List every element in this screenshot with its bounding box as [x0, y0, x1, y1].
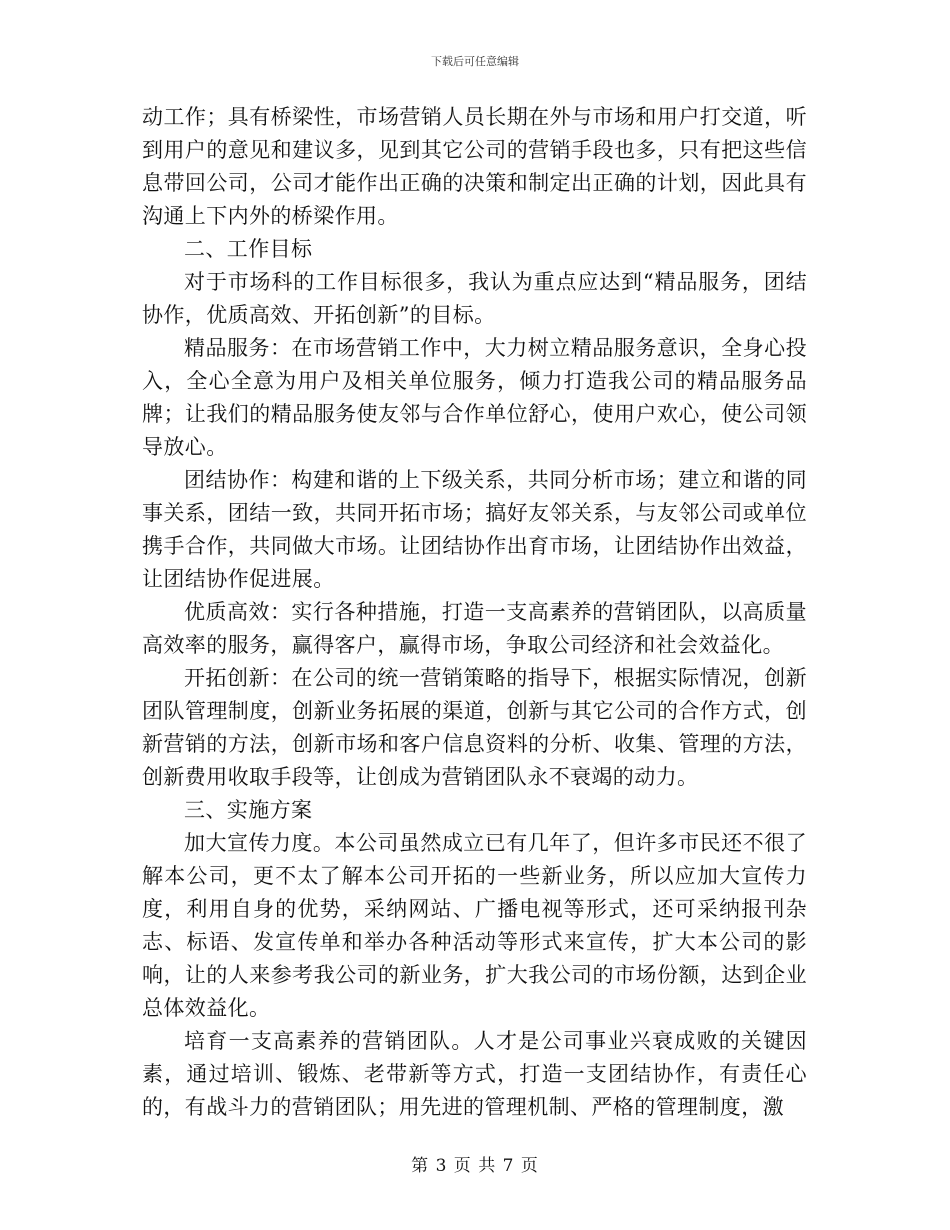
page-footer: 第 3 页 共 7 页 [411, 1156, 539, 1176]
paragraph-innovation: 开拓创新：在公司的统一营销策略的指导下，根据实际情况，创新团队管理制度，创新业务拓展的渠道，创新与其它公司的合作方式，创新营销的方法，创新市场和客户信息资料的分析、收集、管理的方法，创新费用收取手段等，让创成为营销团队永不衰竭的动力。 [142, 666, 807, 789]
paragraph-publicity: 加大宣传力度。本公司虽然成立已有几年了，但许多市民还不很了解本公司，更不太了解本公司开拓的一些新业务，所以应加大宣传力度，利用自身的优势，采纳网站、广播电视等形式，还可采纳报刊杂志、标语、发宣传单和举办各种活动等形式来宣传，扩大本公司的影响，让的人来参考我公司的新业务，扩大我公司的市场份额，达到企业总体效益化。 [142, 831, 807, 1020]
section-heading-implementation-plan: 三、实施方案 [184, 798, 313, 822]
page-header: 下载后可任意编辑 [431, 55, 519, 68]
paragraph-continued-bridge-role: 动工作；具有桥梁性，市场营销人员长期在外与市场和用户打交道，听到用户的意见和建议多，见到其它公司的营销手段也多，只有把这些信息带回公司，公司才能作出正确的决策和制定出正确的计划，因此具有沟通上下内外的桥梁作用。 [142, 105, 807, 228]
paragraph-quality-service: 精品服务：在市场营销工作中，大力树立精品服务意识，全身心投入，全心全意为用户及相关单位服务，倾力打造我公司的精品服务品牌；让我们的精品服务使友邻与合作单位舒心，使用户欢心，使公司领导放心。 [142, 336, 807, 459]
document-body [142, 101, 807, 1124]
paragraph-teamwork: 团结协作：构建和谐的上下级关系，共同分析市场；建立和谐的同事关系，团结一致，共同开拓市场；搞好友邻关系，与友邻公司或单位携手合作，共同做大市场。让团结协作出育市场，让团结协作出效益，让团结协作促进展。 [142, 468, 807, 591]
paragraph-work-goals-summary: 对于市场科的工作目标很多，我认为重点应达到“精品服务，团结协作，优质高效、开拓创新”的目标。 [142, 270, 807, 327]
section-heading-work-goals: 二、工作目标 [184, 237, 313, 261]
paragraph-high-efficiency: 优质高效：实行各种措施，打造一支高素养的营销团队，以高质量高效率的服务，赢得客户，赢得市场，争取公司经济和社会效益化。 [142, 600, 807, 657]
paragraph-sales-team: 培育一支高素养的营销团队。人才是公司事业兴衰成败的关键因素，通过培训、锻炼、老带新等方式，打造一支团结协作，有责任心的，有战斗力的营销团队；用先进的管理机制、严格的管理制度，激 [142, 1029, 807, 1119]
